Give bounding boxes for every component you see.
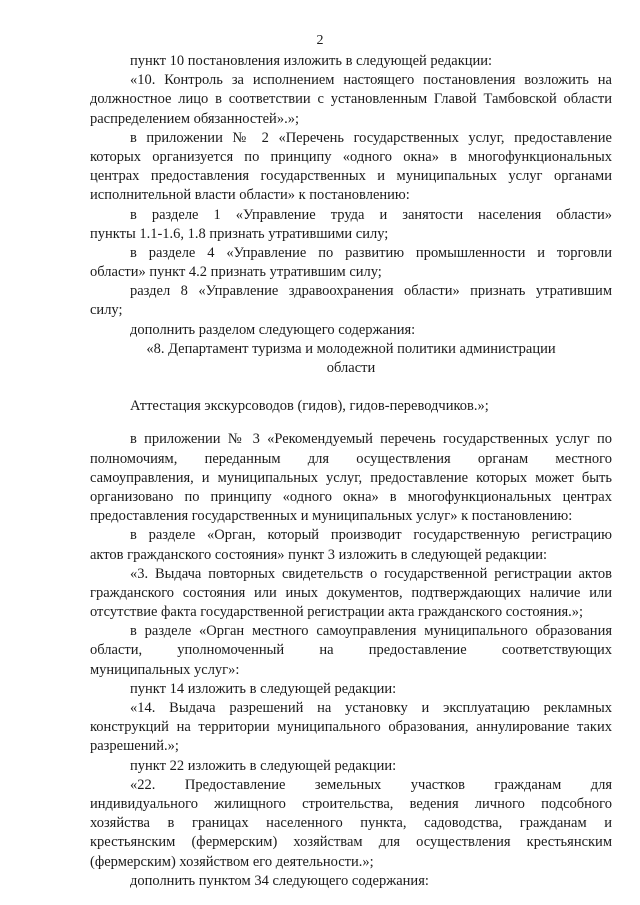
- text-line: в разделе 1 «Управление труда и занятости населения области»: [130, 206, 612, 223]
- text-line: исполнительной власти области» к постановлению:: [90, 187, 410, 204]
- text-line: области, уполномоченный на предоставление соответствующих: [90, 642, 612, 659]
- text-line: полномочиям, переданным для осуществления органам местного: [90, 450, 612, 467]
- text-line: пункт 22 изложить в следующей редакции:: [130, 757, 397, 774]
- text-line: в разделе 4 «Управление по развитию промышленности и торговли: [130, 244, 612, 261]
- text-line: гражданского состояния или иных документов, подтверждающих наличие или: [90, 584, 612, 601]
- text-line: в приложении № 2 «Перечень государственных услуг, предоставление: [130, 129, 612, 146]
- text-line: области» пункт 4.2 признать утратившим силу;: [90, 264, 382, 281]
- text-line: пункт 14 изложить в следующей редакции:: [130, 680, 397, 697]
- text-line: муниципальных услуг»:: [90, 661, 240, 678]
- text-line: самоуправления, и муниципальных услуг, предоставление которых может быть: [90, 469, 612, 486]
- text-line: «14. Выдача разрешений на установку и эксплуатацию рекламных: [130, 700, 612, 716]
- document-body: [90, 52, 612, 891]
- text-line: дополнить пунктом 34 следующего содержания:: [130, 872, 429, 889]
- spacer: [90, 416, 612, 430]
- text-line: «3. Выдача повторных свидетельств о государственной регистрации актов: [130, 565, 612, 582]
- text-line: распределением обязанностей».»;: [90, 110, 299, 127]
- text-line: в разделе «Орган местного самоуправления муниципального образования: [130, 623, 612, 640]
- text-line: предоставления государственных и муниципальных услуг» к постановлению:: [90, 508, 573, 525]
- spacer: [90, 378, 612, 397]
- text-line: пункты 1.1-1.6, 1.8 признать утратившими силу;: [90, 225, 389, 242]
- page-number: 2: [316, 33, 324, 48]
- text-line: Аттестация экскурсоводов (гидов), гидов-переводчиков.»;: [130, 398, 489, 415]
- text-line: дополнить разделом следующего содержания:: [130, 321, 416, 338]
- text-line: «22. Предоставление земельных участков гражданам для: [130, 776, 612, 793]
- text-line: организовано по принципу «одного окна» в многофункциональных центрах: [90, 488, 612, 505]
- text-line: индивидуального жилищного строительства, ведения личного подсобного: [90, 795, 612, 812]
- text-line: хозяйства в границах населенного пункта, садоводства, гражданам и: [90, 815, 612, 832]
- text-line: пункт 10 постановления изложить в следующей редакции:: [130, 53, 493, 69]
- section-heading: «8. Департамент туризма и молодежной политики администрации: [146, 340, 556, 357]
- section-heading: области: [326, 360, 376, 376]
- text-line: «10. Контроль за исполнением настоящего постановления возложить на: [130, 72, 612, 89]
- text-line: центрах предоставления государственных и муниципальных услуг органами: [90, 168, 612, 185]
- text-line: актов гражданского состояния» пункт 3 изложить в следующей редакции:: [90, 546, 548, 563]
- text-line: (фермерским) хозяйством его деятельности.»;: [90, 853, 374, 870]
- text-line: раздел 8 «Управление здравоохранения области» признать утратившим: [130, 283, 612, 300]
- text-line: силу;: [90, 302, 123, 319]
- text-line: должностное лицо в соответствии с установленным Главой Тамбовской области: [90, 91, 612, 108]
- text-line: крестьянским (фермерским) хозяйствам для осуществления крестьянским: [90, 834, 612, 851]
- text-line: разрешений.»;: [90, 738, 179, 755]
- text-line: в разделе «Орган, который производит государственную регистрацию: [130, 527, 612, 544]
- text-line: в приложении № 3 «Рекомендуемый перечень государственных услуг по: [130, 431, 612, 448]
- text-line: конструкций на территории муниципального образования, аннулирование таких: [90, 719, 612, 736]
- text-line: которых организуется по принципу «одного окна» в многофункциональных: [90, 148, 612, 165]
- text-line: отсутствие факта государственной регистрации акта гражданского состояния.»;: [90, 604, 584, 621]
